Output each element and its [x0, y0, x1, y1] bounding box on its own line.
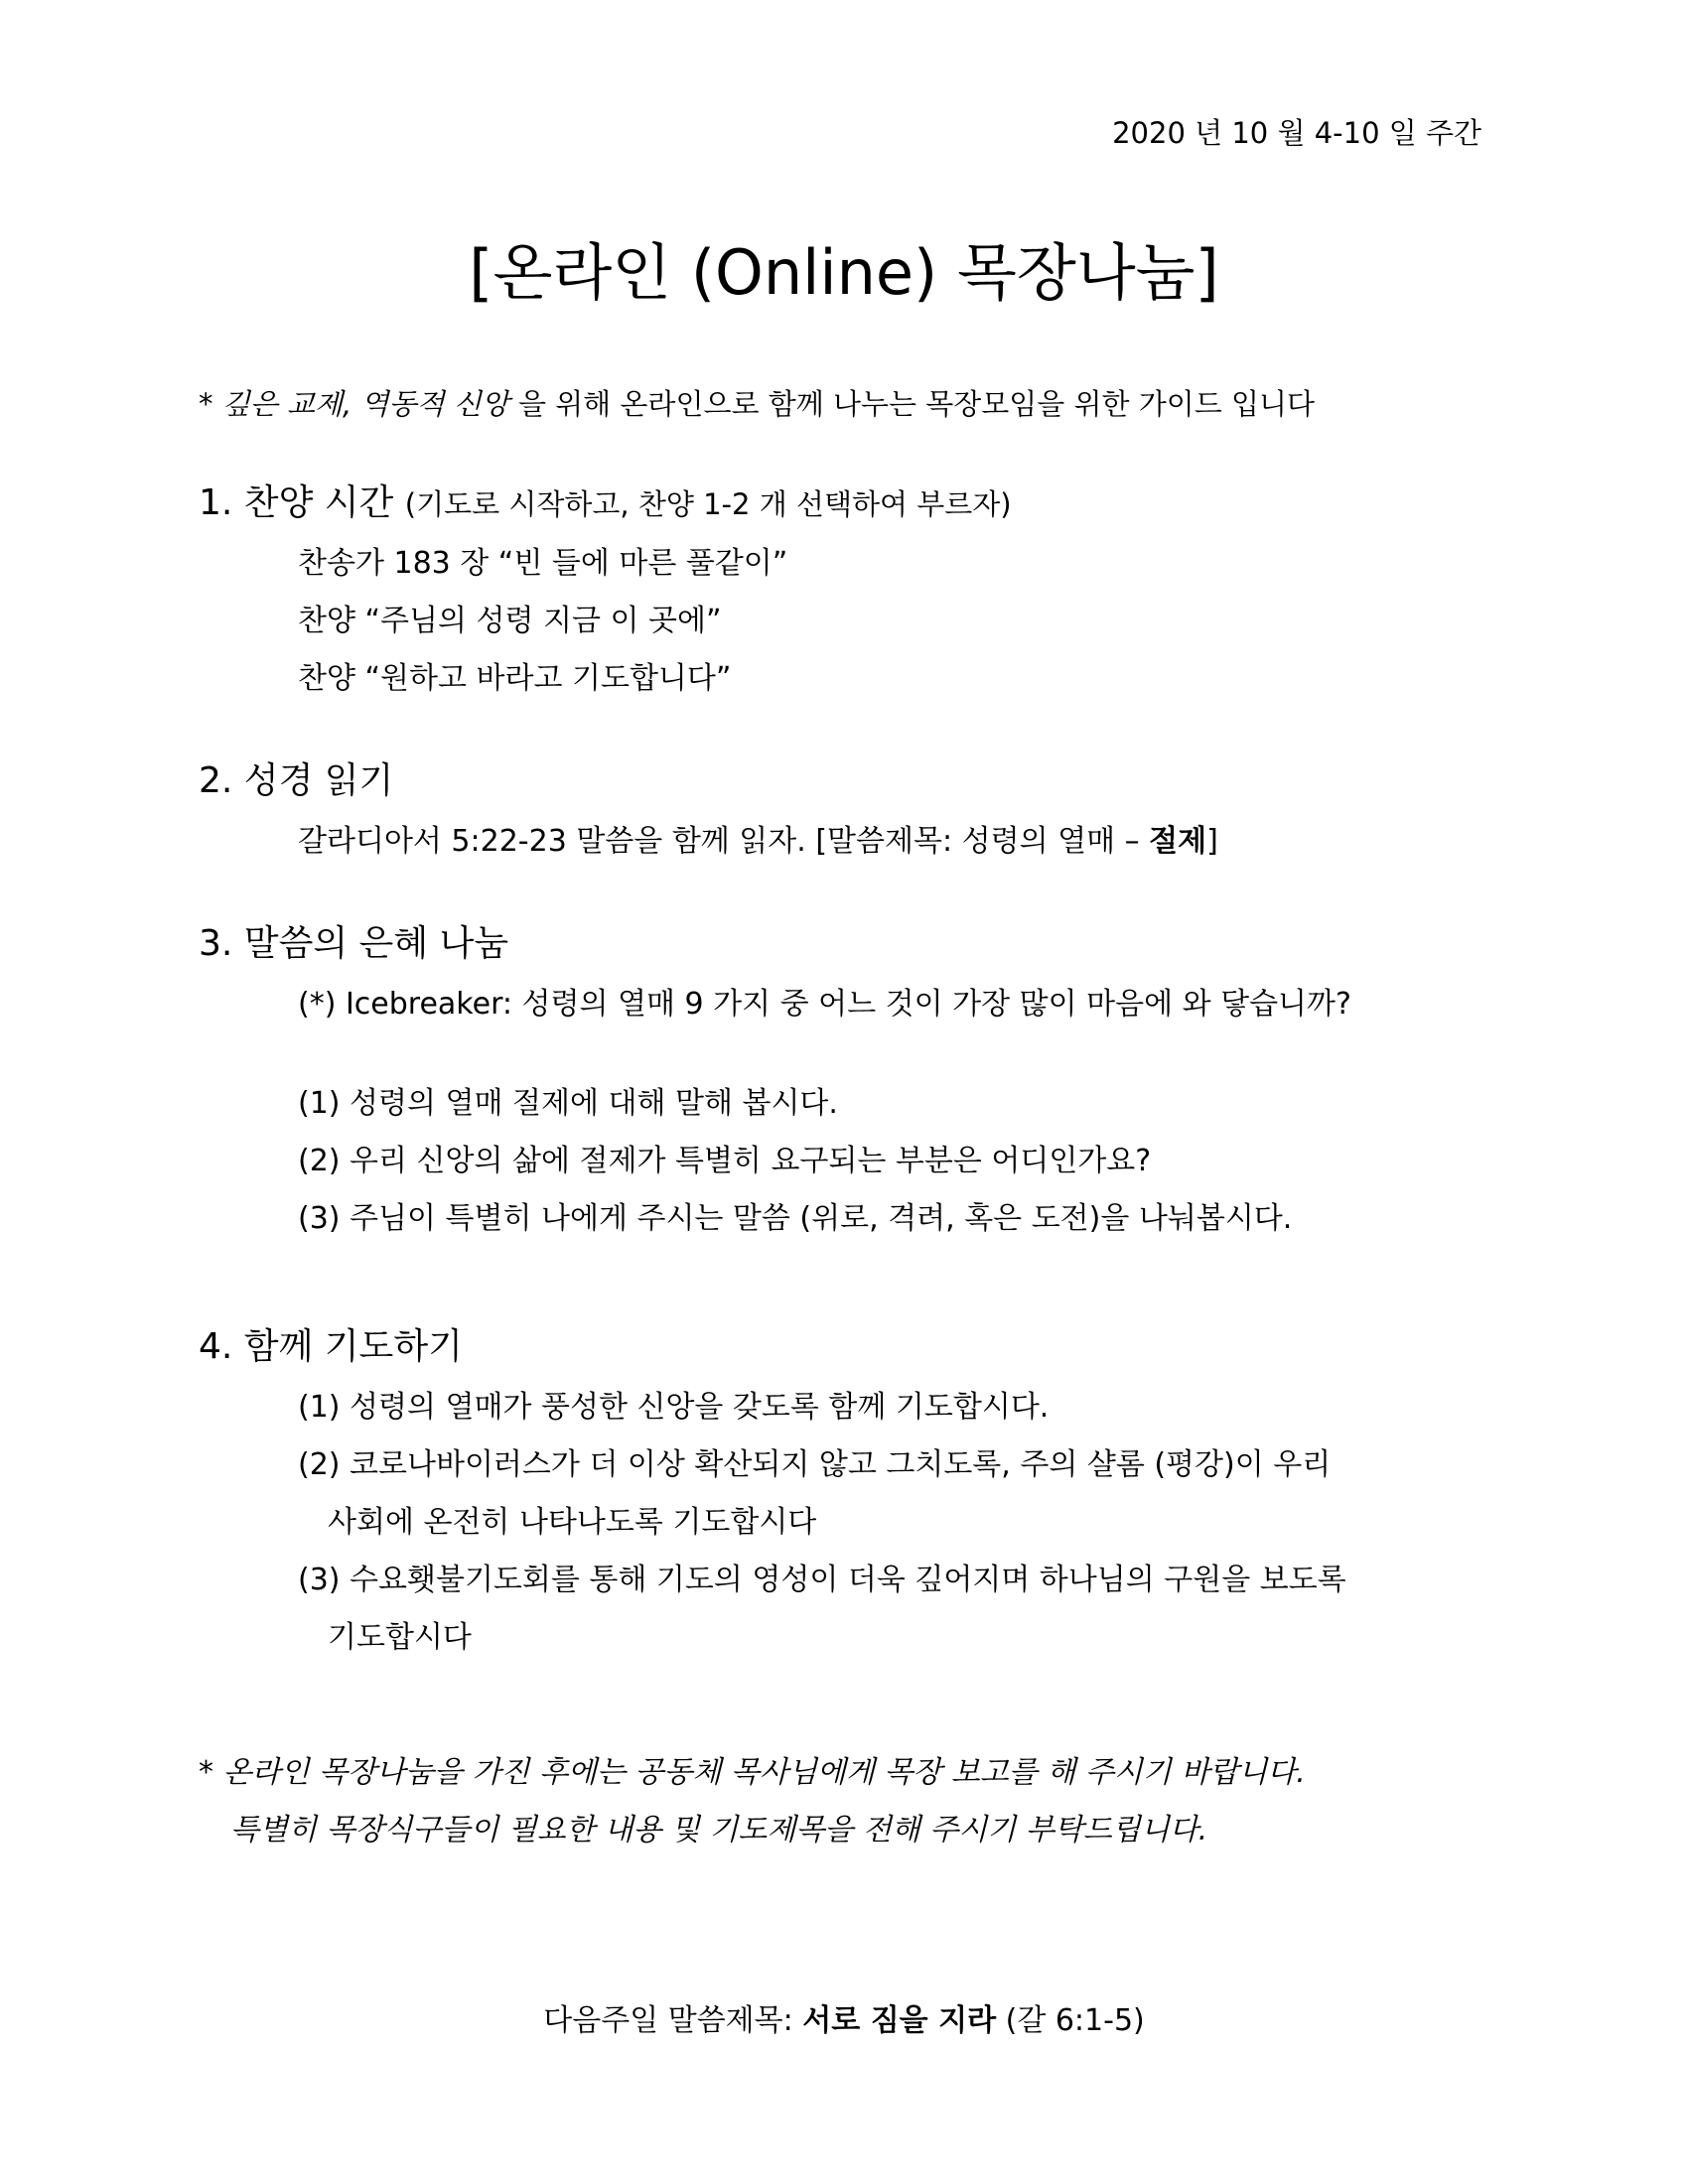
prayer-item: (3) 수요횃불기도회를 통해 기도의 영성이 더욱 깊어지며 하나님의 구원을 보도록	[298, 1563, 1346, 1597]
prayer-item-continued: 기도합시다	[328, 1620, 472, 1655]
discussion-question: (1) 성령의 열매 절제에 대해 말해 봅시다.	[298, 1086, 838, 1121]
intro-emphasis: 깊은 교제, 역동적 신앙	[221, 387, 509, 421]
heading-subtext: (기도로 시작하고, 찬양 1-2 개 선택하여 부르자)	[404, 487, 1012, 521]
page-title: [온라인 (Online) 목장나눔]	[469, 236, 1219, 309]
next-sermon-footer	[0, 1995, 1688, 2039]
bible-reading-text: 갈라디아서 5:22-23 말씀을 함께 읽자. [말씀제목: 성령의 열매 –	[298, 824, 1150, 859]
sermon-keyword: 절제	[1149, 824, 1207, 859]
prayer-item: (1) 성령의 열매가 풍성한 신앙을 갖도록 함께 기도합시다.	[298, 1390, 1050, 1425]
section-grace-heading: 3. 말씀의 은혜 나눔	[199, 923, 509, 964]
bible-reading-line	[298, 816, 1218, 860]
next-sermon-reference: (갈 6:1-5)	[996, 2003, 1145, 2038]
bible-reading-close: ]	[1206, 824, 1218, 859]
intro-star: *	[199, 387, 213, 421]
section-praise-heading	[199, 475, 1012, 525]
section-bible-heading: 2. 성경 읽기	[199, 760, 394, 801]
icebreaker-question: (*) Icebreaker: 성령의 열매 9 가지 중 어느 것이 가장 많이 마음에 와 닿습니까?	[298, 987, 1351, 1022]
praise-item: 찬양 “주님의 성령 지금 이 곳에”	[298, 604, 722, 638]
section-prayer-heading: 4. 함께 기도하기	[199, 1326, 463, 1367]
discussion-question: (3) 주님이 특별히 나에게 주시는 말씀 (위로, 격려, 혹은 도전)을 나눠봅시다.	[298, 1201, 1293, 1236]
discussion-question: (2) 우리 신앙의 삶에 절제가 특별히 요구되는 부분은 어디인가요?	[298, 1144, 1152, 1178]
intro-text: 을 위해 온라인으로 함께 나누는 목장모임을 위한 가이드 입니다	[517, 387, 1316, 421]
date-header: 2020 년 10 월 4-10 일 주간	[1112, 116, 1481, 150]
next-sermon-label: 다음주일 말씀제목:	[543, 2003, 803, 2038]
praise-item: 찬송가 183 장 “빈 들에 마른 풀같이”	[298, 546, 788, 581]
heading-text: 1. 찬양 시간	[199, 482, 394, 523]
prayer-item: (2) 코로나바이러스가 더 이상 확산되지 않고 그치도록, 주의 샬롬 (평강)이 우리	[298, 1447, 1332, 1482]
notice-line: 특별히 목장식구들이 필요한 내용 및 기도제목을 전해 주시기 부탁드립니다.	[230, 1813, 1208, 1847]
notice-line: * 온라인 목장나눔을 가진 후에는 공동체 목사님에게 목장 보고를 해 주시기 바랍니다.	[199, 1755, 1306, 1790]
praise-item: 찬양 “원하고 바라고 기도합니다”	[298, 661, 732, 696]
next-sermon-title: 서로 짐을 지라	[802, 2003, 997, 2038]
intro-line	[199, 382, 1315, 423]
prayer-item-continued: 사회에 온전히 나타나도록 기도합시다	[328, 1505, 817, 1540]
